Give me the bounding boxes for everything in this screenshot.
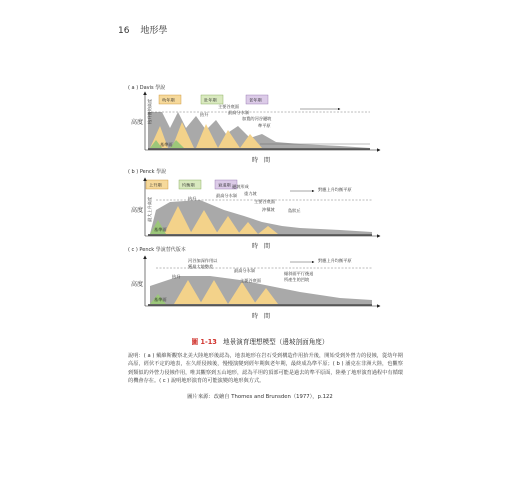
x-label-c: 時 間: [252, 313, 271, 320]
equilibrium-label-b: 對應上升均衡平原: [318, 187, 352, 192]
figure-description: 說明：( a ) 戴維斯觀察北美大陸地形後認為，地表地形在岩石受到構造作用抬升後，開始受到外營力的侵蝕，從幼年期高原，經伏不定的地表，在久經侵蝕後，慢慢演變到經年期與老年期，最終成為準平原；( b ) 潘克在非洲大陸，也觀察到類似的外營力侵蝕作用，唯其觀察到五山地形，認為平坦的頂部可能是過去的準平原面，陸壘了地形演育過程中有循環的機會存在。( c ) 說明地形演育的可能演變的地形與方式。: [128, 353, 403, 385]
y-label-a: 高度: [131, 119, 144, 126]
x-label-a: 時 間: [252, 157, 271, 164]
pediment-label-b: 沖積坡: [262, 207, 275, 212]
uplift-label-b: 抬升: [188, 196, 197, 201]
figure-caption: [0, 336, 520, 346]
retreat-label-b: 重力坡: [244, 191, 257, 196]
stage-tag-b-3-text: 衰退期: [218, 182, 231, 188]
max-relief-label-b: 最高分水嶺: [216, 193, 237, 198]
sea-level-label-b: 基準面: [154, 227, 167, 232]
uplift-label-c: 抬升: [172, 274, 181, 279]
stage-tag-b-1-text: 上升期: [149, 182, 162, 188]
page-number: 16: [118, 26, 130, 36]
max-relief-label-c: 最高分水嶺: [234, 268, 255, 273]
slope-form-label-b: 邊坡形成: [232, 184, 249, 189]
elev-note-b: 最大上升高度: [147, 196, 152, 222]
stage-tag-a-3-text: 老年期: [249, 97, 262, 103]
panel-a-label: ( a ) Davis 學說: [128, 85, 166, 91]
stage-tag-b-2-text: 均衡期: [182, 182, 195, 188]
stage-tag-a-1-text: 幼年期: [162, 97, 175, 103]
valley-label-c: 主要谷底面: [240, 278, 261, 283]
y-label-b: 高度: [131, 207, 144, 214]
figure-number: 圖 1-13: [191, 338, 217, 346]
stage-tag-a-2-text: 壯年期: [204, 97, 217, 103]
river-note-2-c: 獲最大地勢差: [188, 264, 214, 269]
panel-c-label: ( c ) Penck 學說替代版本: [128, 247, 186, 253]
x-label-b: 時 間: [252, 243, 271, 250]
panel-b-label: ( b ) Penck 學說: [128, 169, 167, 175]
river-note-1-c: 河谷加深作用以: [188, 258, 218, 263]
elev-note-a: 抬升後的高度: [147, 98, 152, 124]
sea-level-label-c: 基準面: [154, 297, 167, 302]
inselberg-label-b: 島狀丘: [288, 208, 301, 213]
master-valley-label-a: 主要谷底面: [218, 104, 239, 109]
sea-level-label-a: 基準面: [160, 142, 173, 147]
panel-c: [131, 256, 380, 320]
chapter-title: 地形學: [140, 26, 168, 36]
valley-label-b: 主要谷底面: [254, 199, 275, 204]
panel-a: [131, 92, 380, 164]
parallel-2-c: 所產生的凹坡: [284, 277, 310, 282]
figure-title: 地景演育理想模型（邊坡剖面角度）: [223, 338, 329, 346]
wide-valley-label-a: 加寬的河谷邊坡: [242, 116, 272, 121]
panel-b: [131, 178, 380, 250]
parallel-1-c: 傾斜面平行後退: [284, 271, 314, 276]
peneplain-label-a: 準平原: [258, 123, 271, 128]
figure-source: 圖片來源：改繪自 Thomes and Brunsden（1977），p.122: [187, 394, 333, 400]
max-relief-label-a: 最高分水嶺: [228, 110, 249, 115]
uplift-label-a: 抬升: [200, 112, 209, 117]
equilibrium-label-c: 對應上升均衡平原: [318, 258, 352, 263]
y-label-c: 高度: [131, 281, 144, 288]
